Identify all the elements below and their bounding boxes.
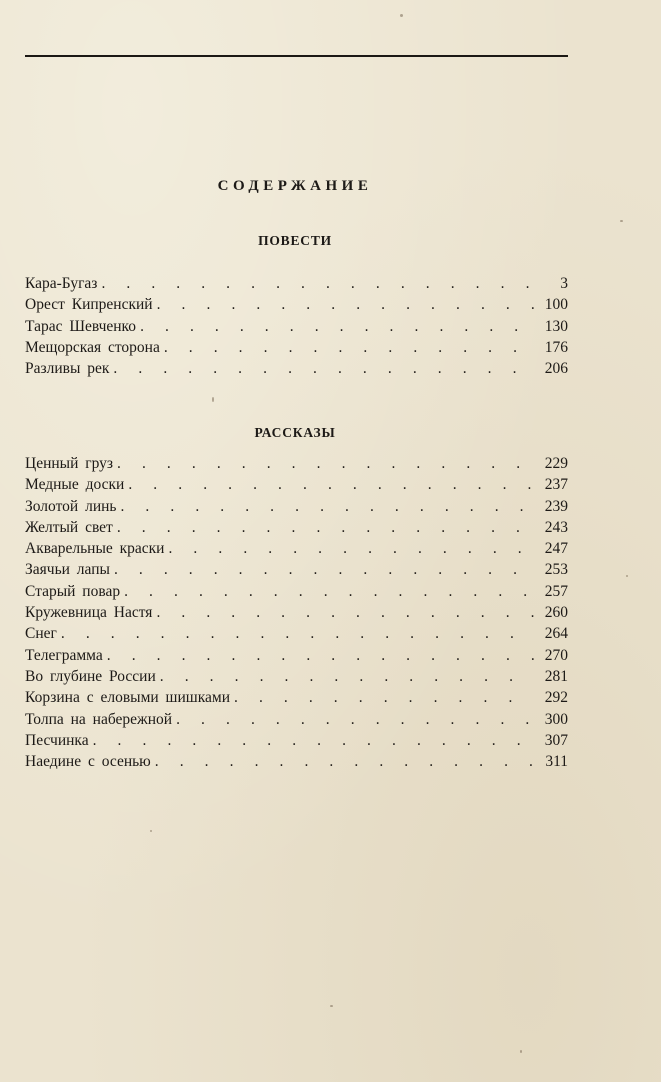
toc-entry[interactable] (25, 602, 568, 623)
dot-leader (89, 730, 534, 751)
toc-entry-title: Желтый свет (25, 518, 113, 536)
dot-leader (113, 453, 534, 474)
toc-entry-title: Золотой линь (25, 497, 117, 515)
paper-speck (330, 1005, 333, 1007)
toc-list-rasskazy (25, 453, 568, 772)
toc-entry-title: Старый повар (25, 582, 121, 600)
toc-entry-page: 176 (544, 338, 568, 356)
dot-leader (156, 666, 534, 687)
section-title-povesti: ПОВЕСТИ (258, 233, 332, 248)
toc-entry-page: 311 (545, 753, 568, 771)
toc-entry-title: Акварельные краски (25, 540, 165, 558)
toc-entry[interactable] (25, 358, 568, 379)
toc-entry-page: 130 (544, 317, 568, 335)
toc-entry[interactable] (25, 538, 568, 559)
dot-leader (120, 581, 534, 602)
dot-leader (110, 559, 534, 580)
paper-speck (400, 14, 403, 17)
toc-entry[interactable] (25, 559, 568, 580)
toc-entry[interactable] (25, 687, 568, 708)
toc-entry[interactable] (25, 273, 568, 294)
toc-entry-page: 3 (560, 275, 568, 292)
toc-entry-title: Тарас Шевченко (25, 317, 137, 335)
toc-entry-page: 260 (544, 604, 568, 622)
toc-entry-title: Мещорская сторона (25, 338, 160, 356)
dot-leader (97, 273, 534, 294)
dot-leader (152, 602, 534, 623)
toc-entry-title: Заячьи лапы (25, 561, 110, 579)
paper-speck (150, 830, 152, 832)
toc-entry-title: Толпа на набережной (25, 710, 173, 728)
toc-entry-page: 237 (544, 476, 568, 494)
toc-entry-title: Корзина с еловыми шишками (25, 689, 230, 707)
toc-entry-title: Снег (25, 625, 57, 643)
dot-leader (113, 517, 534, 538)
toc-entry-page: 239 (544, 497, 568, 515)
dot-leader (151, 751, 534, 772)
toc-entry[interactable] (25, 751, 568, 772)
toc-entry-page: 206 (544, 360, 568, 378)
toc-entry[interactable] (25, 517, 568, 538)
paper-speck (620, 220, 623, 222)
dot-leader (164, 538, 534, 559)
toc-entry-page: 243 (544, 518, 568, 536)
toc-entry-page: 292 (544, 689, 568, 707)
toc-entry-page: 229 (544, 455, 568, 472)
toc-entry-page: 100 (544, 296, 568, 314)
toc-entry[interactable] (25, 294, 568, 315)
dot-leader (230, 687, 534, 708)
toc-entry-page: 281 (544, 667, 568, 685)
toc-entry[interactable] (25, 581, 568, 602)
dot-leader (116, 496, 534, 517)
toc-entry[interactable] (25, 496, 568, 517)
toc-entry[interactable] (25, 645, 568, 666)
top-rule (25, 55, 568, 57)
toc-entry[interactable] (25, 709, 568, 730)
toc-entry[interactable] (25, 730, 568, 751)
contents-heading: СОДЕРЖАНИЕ (217, 178, 373, 194)
toc-entry-page: 257 (544, 582, 568, 600)
toc-entry-page: 247 (544, 540, 568, 558)
toc-entry-title: Кружевница Настя (25, 604, 153, 622)
dot-leader (124, 474, 534, 495)
toc-entry-title: Телеграмма (25, 646, 103, 664)
paper-speck (212, 397, 214, 402)
toc-entry-page: 253 (544, 561, 568, 579)
paper-speck (520, 1050, 522, 1053)
dot-leader (103, 645, 534, 666)
toc-entry[interactable] (25, 453, 568, 474)
toc-entry-title: Орест Кипренский (25, 296, 153, 314)
toc-entry[interactable] (25, 623, 568, 644)
toc-entry-page: 270 (544, 646, 568, 664)
toc-entry-title: Разливы рек (25, 360, 110, 378)
dot-leader (136, 316, 534, 337)
toc-entry-title: Песчинка (25, 731, 89, 749)
section-title-rasskazy: РАССКАЗЫ (254, 425, 336, 440)
toc-entry-title: Во глубине России (25, 667, 156, 685)
toc-entry-title: Наедине с осенью (25, 753, 151, 771)
toc-entry-page: 300 (544, 710, 568, 728)
dot-leader (160, 337, 534, 358)
dot-leader (172, 709, 534, 730)
toc-entry[interactable] (25, 474, 568, 495)
toc-entry[interactable] (25, 316, 568, 337)
toc-list-povesti (25, 273, 568, 379)
toc-entry-page: 264 (544, 625, 568, 643)
toc-entry-title: Ценный груз (25, 455, 114, 472)
toc-entry[interactable] (25, 666, 568, 687)
toc-entry-page: 307 (544, 731, 568, 749)
toc-entry[interactable] (25, 337, 568, 358)
toc-entry-title: Кара-Бугаз (25, 275, 98, 292)
dot-leader (109, 358, 534, 379)
dot-leader (153, 294, 534, 315)
dot-leader (57, 623, 534, 644)
paper-speck (626, 575, 628, 577)
toc-entry-title: Медные доски (25, 476, 125, 494)
